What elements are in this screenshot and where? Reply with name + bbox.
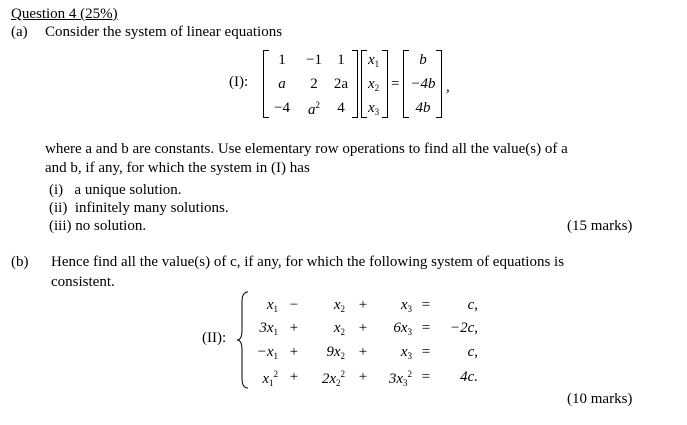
matrix-cell: a (278, 76, 286, 92)
eq3-equals: = (421, 344, 431, 360)
part-a-description-2: and b, if any, for which the system in (I) has (45, 160, 310, 176)
vector-left-bracket (361, 50, 367, 118)
part-a-marks: (15 marks) (567, 218, 633, 234)
part-b-text-1: Hence find all the value(s) of c, if any, for which the following system of equations is (51, 254, 565, 270)
matrix-cell: 2 (310, 76, 318, 92)
eq4-equals: = (421, 369, 431, 385)
eq1-term1: $x_1$ (266, 297, 278, 314)
rhs-entry: 4b (415, 100, 431, 116)
matrix-cell: 1 (278, 52, 286, 68)
vector-entry: $x_3$ (368, 100, 380, 117)
eq4-term3: $3x_3^2$ (388, 369, 412, 388)
eq2-op1: + (289, 320, 299, 336)
part-b-text-2: consistent. (51, 274, 115, 290)
matrix-cell: −4 (274, 100, 290, 116)
question-title: Question 4 (25%) (11, 6, 118, 22)
part-a-intro: Consider the system of linear equations (45, 24, 283, 40)
eq1-term3: $x_3$ (400, 297, 412, 314)
matrix-right-bracket (352, 50, 358, 118)
eq4-op1: + (289, 369, 299, 385)
matrix-cell: 4 (337, 100, 345, 116)
eq1-rhs: c, (467, 297, 478, 313)
part-a-label: (a) (11, 24, 28, 40)
matrix-cell: $a^2$ (308, 100, 320, 118)
case-unique: (i) a unique solution. (49, 182, 182, 198)
eq4-term2: $2x_2^2$ (321, 369, 345, 388)
eq1-op1: − (289, 297, 299, 313)
matrix-left-bracket (263, 50, 269, 118)
eq4-rhs: 4c. (460, 369, 478, 385)
eq2-term3: $6x_3$ (393, 320, 412, 337)
rhs-entry: −4b (410, 76, 436, 92)
eq1-equals: = (421, 297, 431, 313)
vector-entry: $x_1$ (368, 52, 380, 69)
case-none: (iii) no solution. (49, 218, 147, 234)
eq3-term1: $-x_1$ (256, 344, 278, 361)
eq4-op2: + (358, 369, 368, 385)
eq1-op2: + (358, 297, 368, 313)
part-b-marks: (10 marks) (567, 391, 633, 407)
eq3-term3: $x_3$ (400, 344, 412, 361)
eq2-op2: + (358, 320, 368, 336)
eq2-term2: $x_2$ (333, 320, 345, 337)
eq1-term2: $x_2$ (333, 297, 345, 314)
eq2-equals: = (421, 320, 431, 336)
eq2-rhs: −2c, (449, 320, 478, 336)
system-ii-label: (II): (202, 330, 227, 346)
matrix-cell: −1 (306, 52, 322, 68)
vector-right-bracket (382, 50, 388, 118)
eq3-rhs: c, (467, 344, 478, 360)
part-a-description-1: where a and b are constants. Use elementary row operations to find all the value(s) of a (45, 141, 568, 157)
system-i-label: (I): (229, 74, 249, 90)
eq4-term1: $x_1^2$ (262, 369, 278, 388)
rhs-entry: b (419, 52, 427, 68)
eq3-term2: $9x_2$ (326, 344, 345, 361)
eq3-op2: + (358, 344, 368, 360)
matrix-cell: 1 (337, 52, 345, 68)
part-b-label: (b) (11, 254, 29, 270)
vector-entry: $x_2$ (368, 76, 380, 93)
case-infinite: (ii) infinitely many solutions. (49, 200, 229, 216)
eq3-op1: + (289, 344, 299, 360)
matrix-cell: 2a (333, 76, 349, 92)
eq2-term1: $3x_1$ (259, 320, 278, 337)
trailing-comma: , (446, 79, 450, 95)
equals-sign: = (391, 76, 400, 92)
